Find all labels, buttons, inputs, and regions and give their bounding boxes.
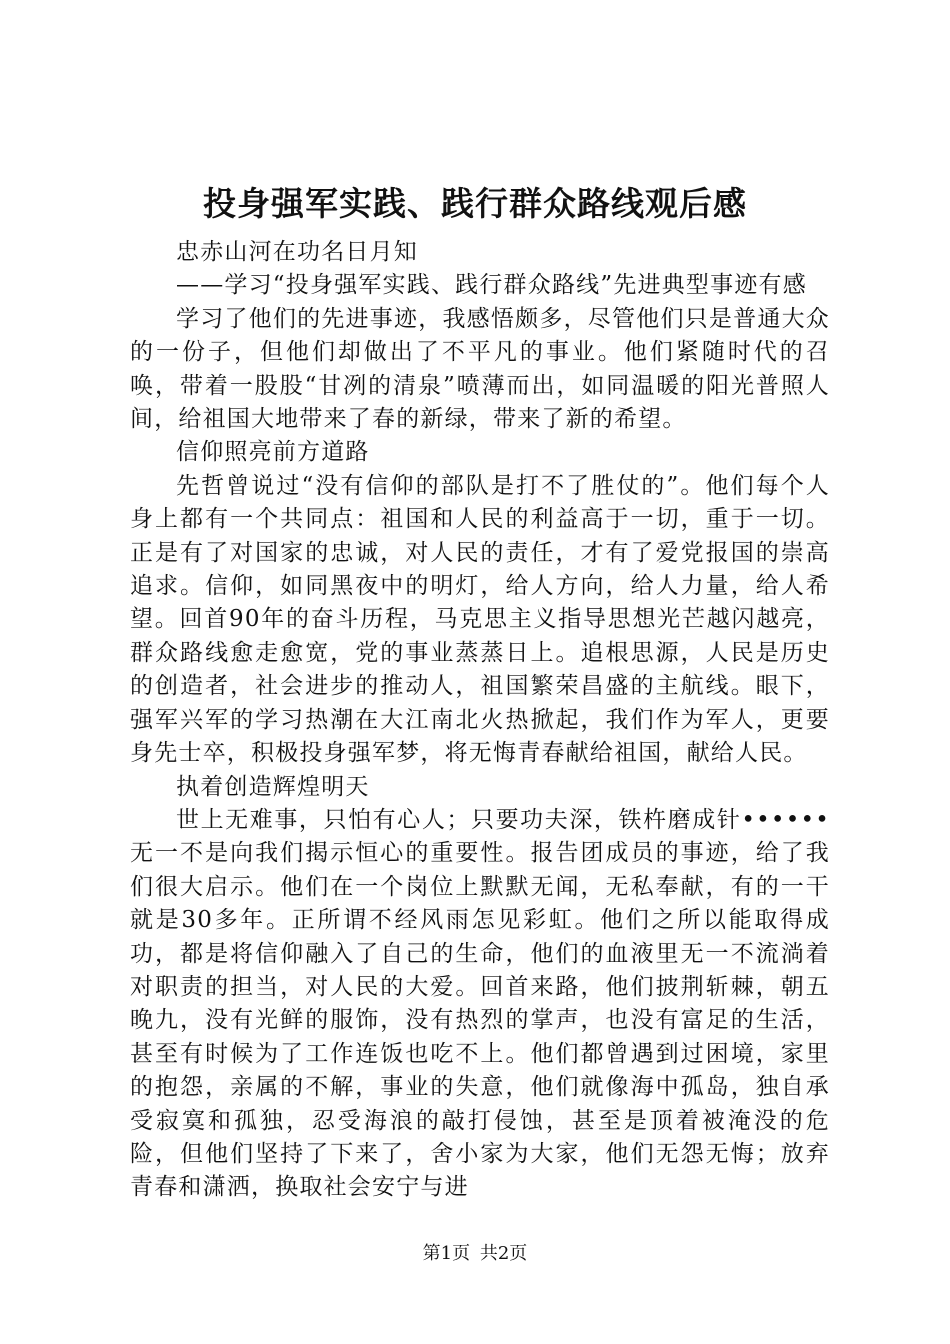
- page-total: 共2页: [479, 1243, 528, 1264]
- article-body: [130, 236, 830, 1205]
- page-footer: [0, 1242, 950, 1266]
- section2-heading: 执着创造辉煌明天: [176, 773, 370, 800]
- subheading: ——学习“投身强军实践、践行群众路线”先进典型事迹有感: [176, 272, 807, 299]
- section1-heading: 信仰照亮前方道路: [176, 439, 370, 466]
- section1-paragraph: 先哲曾说过“没有信仰的部队是打不了胜仗的”。他们每个人身上都有一个共同点：祖国和人民的利益高于一切，重于一切。正是有了对国家的忠诚，对人民的责任，才有了爱党报国的崇高追求。信仰，如同黑夜中的明灯，给人方向，给人力量，给人希望。回首90年的奋斗历程，马克思主义指导思想光芒越闪越亮，群众路线愈走愈宽，党的事业蒸蒸日上。追根思源，人民是历史的创造者，社会进步的推动人，祖国繁荣昌盛的主航线。眼下，强军兴军的学习热潮在大江南北火热掀起，我们作为军人，更要身先士卒，积极投身强军梦，将无悔青春献给祖国，献给人民。: [130, 472, 830, 767]
- section2-paragraph: 世上无难事，只怕有心人；只要功夫深，铁杵磨成针••••••无一不是向我们揭示恒心的重要性。报告团成员的事迹，给了我们很大启示。他们在一个岗位上默默无闻，无私奉献，有的一干就是30多年。正所谓不经风雨怎见彩虹。他们之所以能取得成功，都是将信仰融入了自己的生命，他们的血液里无一不流淌着对职责的担当，对人民的大爱。回首来路，他们披荆斩棘，朝五晚九，没有光鲜的服饰，没有热烈的掌声，也没有富足的生活，甚至有时候为了工作连饭也吃不上。他们都曾遇到过困境，家里的抱怨，亲属的不解，事业的失意，他们就像海中孤岛，独自承受寂寞和孤独，忍受海浪的敲打侵蚀，甚至是顶着被淹没的危险，但他们坚持了下来了，舍小家为大家，他们无怨无悔；放弃青春和潇洒，换取社会安宁与进: [130, 806, 830, 1201]
- page-title: 投身强军实践、践行群众路线观后感: [203, 184, 747, 223]
- page-number: 第1页: [422, 1243, 471, 1264]
- subtitle: 忠赤山河在功名日月知: [176, 239, 418, 265]
- intro-paragraph: 学习了他们的先进事迹，我感悟颇多，尽管他们只是普通大众的一份子，但他们却做出了不平凡的事业。他们紧随时代的召唤，带着一股股“甘冽的清泉”喷薄而出，如同温暖的阳光普照人间，给祖国大地带来了春的新绿，带来了新的希望。: [130, 305, 830, 433]
